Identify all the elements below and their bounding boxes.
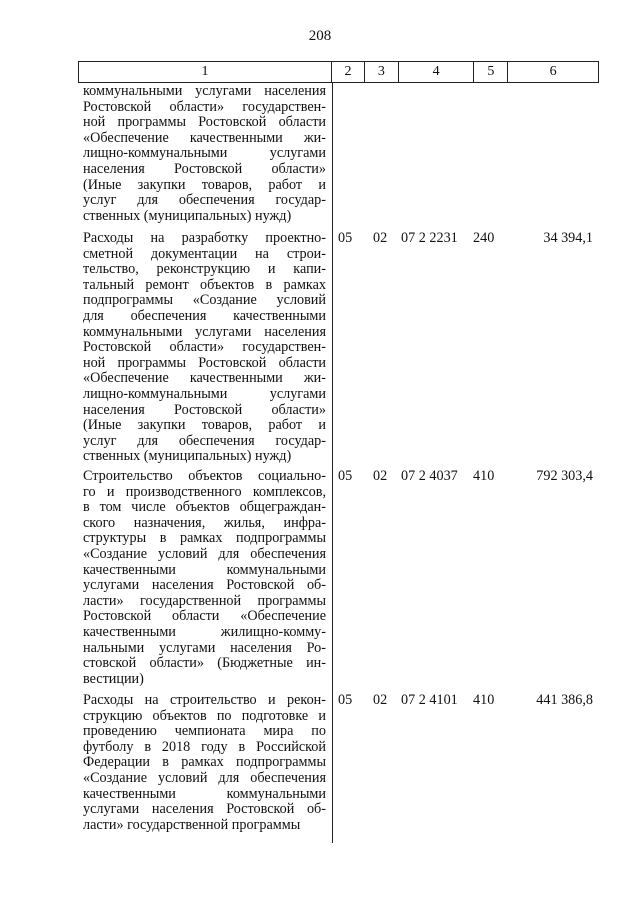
- description-line: подпрограммы «Создание условий: [83, 292, 326, 309]
- description-line: ственных (муниципальных) нужд): [83, 207, 292, 224]
- header-col-3: 3: [365, 62, 399, 82]
- description-line: коммунальными услугами населения: [83, 323, 326, 340]
- description-line: ласти» государственной программы: [83, 592, 326, 609]
- row-description: [83, 469, 326, 687]
- description-line: «Обеспечение качественными жи-: [83, 370, 326, 387]
- description-line: проведению чемпионата мира по: [83, 723, 326, 740]
- description-line: тальный ремонт объектов в рамках: [83, 276, 326, 293]
- description-line: Строительство объектов социально-: [83, 468, 326, 484]
- description-line: услуг для обеспечения государ-: [83, 192, 326, 209]
- description-line: населения Ростовской области»: [83, 401, 326, 418]
- description-line: «Создание условий для обеспечения: [83, 769, 326, 786]
- description-line: услуг для обеспечения государ-: [83, 432, 326, 449]
- description-line: ственных (муниципальных) нужд): [83, 448, 292, 465]
- target-article-code: 07 2 4101: [401, 692, 458, 708]
- amount: 792 303,4: [536, 468, 593, 484]
- description-line: Расходы на строительство и рекон-: [83, 692, 326, 708]
- section-code: 05: [338, 468, 353, 484]
- description-line: лищно-коммунальными услугами: [83, 385, 326, 402]
- description-line: для обеспечения качественными: [83, 307, 326, 324]
- description-line: качественными коммунальными: [83, 785, 326, 802]
- description-line: «Создание условий для обеспечения: [83, 545, 326, 562]
- header-col-5: 5: [474, 62, 508, 82]
- description-line: услугами населения Ростовской об-: [83, 801, 326, 818]
- description-line: футболу в 2018 году в Российской: [83, 738, 326, 755]
- description-line: населения Ростовской области»: [83, 160, 326, 177]
- description-line: струкцию объектов по подготовке и: [83, 707, 326, 724]
- amount: 441 386,8: [536, 692, 593, 708]
- description-line: Федерации в рамках подпрограммы: [83, 754, 326, 771]
- table-header: [78, 61, 599, 83]
- description-line: (Иные закупки товаров, работ и: [83, 417, 326, 434]
- description-line: структуры в рамках подпрограммы: [83, 530, 326, 547]
- row-description: [83, 231, 326, 465]
- header-col-2: 2: [332, 62, 365, 82]
- target-article-code: 07 2 4037: [401, 468, 458, 484]
- description-line: тельство, реконструкцию и капи-: [83, 261, 326, 278]
- subsection-code: 02: [373, 692, 388, 708]
- header-col-1: 1: [79, 62, 332, 82]
- row-description: [83, 84, 326, 224]
- expense-type-code: 410: [473, 692, 495, 708]
- header-col-6: 6: [549, 64, 557, 79]
- page-number: 208: [308, 28, 332, 44]
- description-line: го и производственного комплексов,: [83, 483, 326, 500]
- section-code: 05: [338, 692, 353, 708]
- description-line: в том числе объектов общеграждан-: [83, 499, 326, 516]
- description-line: (Иные закупки товаров, работ и: [83, 176, 326, 193]
- expense-type-code: 410: [473, 468, 495, 484]
- description-line: ского назначения, жилья, инфра-: [83, 514, 326, 531]
- header-col-4: 4: [399, 62, 475, 82]
- subsection-code: 02: [373, 468, 388, 484]
- description-line: вестиции): [83, 670, 144, 687]
- description-line: «Обеспечение качественными жи-: [83, 129, 326, 146]
- description-line: коммунальными услугами населения: [83, 83, 326, 99]
- amount: 34 394,1: [543, 230, 593, 246]
- description-line: ласти» государственной программы: [83, 816, 301, 833]
- section-code: 05: [338, 230, 353, 246]
- description-line: качественными коммунальными: [83, 561, 326, 578]
- description-line: ной программы Ростовской области: [83, 354, 326, 371]
- description-line: лищно-коммунальными услугами: [83, 145, 326, 162]
- description-line: Расходы на разработку проектно-: [83, 230, 326, 246]
- column-divider: [332, 83, 333, 843]
- description-line: Ростовской области «Обеспечение: [83, 608, 326, 625]
- description-line: Ростовской области» государствен-: [83, 339, 326, 356]
- description-line: сметной документации на строи-: [83, 245, 326, 262]
- description-line: ной программы Ростовской области: [83, 114, 326, 131]
- description-line: стовской области» (Бюджетные ин-: [83, 655, 326, 672]
- description-line: качественными жилищно-комму-: [83, 623, 326, 640]
- target-article-code: 07 2 2231: [401, 230, 458, 246]
- description-line: Ростовской области» государствен-: [83, 98, 326, 115]
- description-line: услугами населения Ростовской об-: [83, 577, 326, 594]
- subsection-code: 02: [373, 230, 388, 246]
- expense-type-code: 240: [473, 230, 495, 246]
- row-description: [83, 693, 326, 833]
- description-line: нальными услугами населения Ро-: [83, 639, 326, 656]
